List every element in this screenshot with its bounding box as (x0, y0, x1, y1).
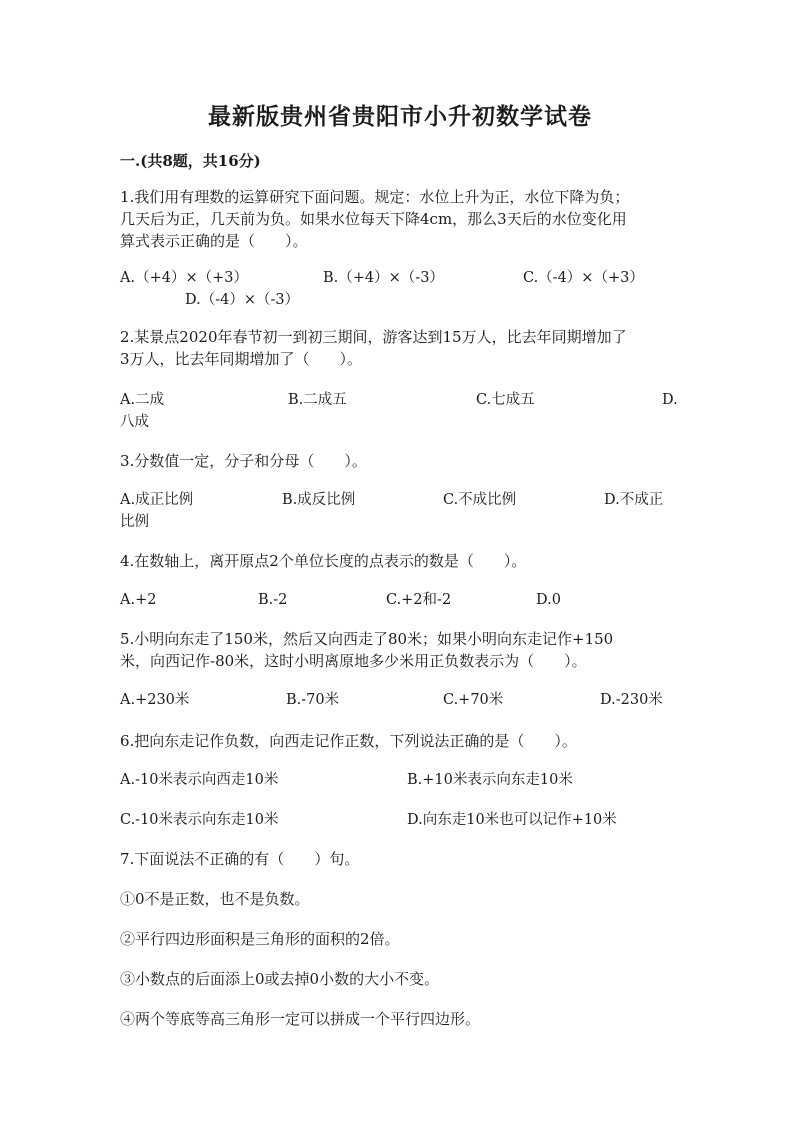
question-7-line-1: 7.下面说法不正确的有（ ）句。 (120, 850, 360, 868)
question-5-line-1: 5.小明向东走了150米，然后又向西走了80米；如果小明向东走记作+150 (120, 630, 614, 648)
question-2-line-1: 2.某景点2020年春节初一到初三期间，游客达到15万人，比去年同期增加了 (120, 328, 627, 346)
question-5-option-d: D.-230米 (600, 692, 663, 708)
section-heading: 一.(共8题，共16分) (120, 152, 261, 170)
question-6-option-c: C.-10米表示向东走10米 (120, 812, 279, 828)
question-7-statement-3: ③小数点的后面添上0或去掉0小数的大小不变。 (120, 970, 440, 988)
question-6-line-1: 6.把向东走记作负数，向西走记作正数，下列说法正确的是（ ）。 (120, 732, 577, 750)
question-5-option-b: B.-70米 (286, 692, 340, 708)
question-6-option-b: B.+10米表示向东走10米 (407, 772, 573, 788)
question-1-option-c: C.（-4）×（+3） (523, 270, 644, 286)
question-4-option-c: C.+2和-2 (386, 592, 452, 608)
question-3-option-d-wrap: 比例 (120, 514, 149, 530)
question-2-option-d: D. (662, 392, 678, 408)
question-6-option-a: A.-10米表示向西走10米 (120, 772, 279, 788)
question-1-option-b: B.（+4）×（-3） (323, 270, 444, 286)
question-4-option-d: D.0 (536, 592, 561, 608)
question-2-option-d-wrap: 八成 (120, 414, 149, 430)
question-6-option-d: D.向东走10米也可以记作+10米 (407, 812, 617, 828)
question-5-option-a: A.+230米 (120, 692, 190, 708)
exam-title: 最新版贵州省贵阳市小升初数学试卷 (208, 103, 592, 130)
question-1-line-1: 1.我们用有理数的运算研究下面问题。规定：水位上升为正，水位下降为负； (120, 188, 630, 206)
question-3-option-d: D.不成正 (604, 492, 664, 508)
question-1-line-3: 算式表示正确的是（ ）。 (120, 232, 308, 250)
question-3-option-a: A.成正比例 (120, 492, 194, 508)
question-2-option-b: B.二成五 (288, 392, 347, 408)
question-1-option-d: D.（-4）×（-3） (185, 292, 300, 308)
question-4-line-1: 4.在数轴上，离开原点2个单位长度的点表示的数是（ ）。 (120, 552, 527, 570)
question-4-option-b: B.-2 (258, 592, 288, 608)
question-7-statement-4: ④两个等底等高三角形一定可以拼成一个平行四边形。 (120, 1010, 481, 1028)
question-5-option-c: C.+70米 (443, 692, 504, 708)
question-2-option-a: A.二成 (120, 392, 165, 408)
question-2-option-c: C.七成五 (476, 392, 535, 408)
question-3-option-b: B.成反比例 (282, 492, 356, 508)
question-3-line-1: 3.分数值一定，分子和分母（ ）。 (120, 452, 367, 470)
question-3-option-c: C.不成比例 (443, 492, 517, 508)
question-2-line-2: 3万人，比去年同期增加了（ ）。 (120, 350, 363, 368)
question-7-statement-2: ②平行四边形面积是三角形的面积的2倍。 (120, 930, 400, 948)
question-4-option-a: A.+2 (120, 592, 157, 608)
question-7-statement-1: ①0不是正数，也不是负数。 (120, 890, 310, 908)
question-5-line-2: 米，向西记作-80米，这时小明离原地多少米用正负数表示为（ ）。 (120, 652, 587, 670)
question-1-option-a: A.（+4）×（+3） (120, 270, 248, 286)
question-1-line-2: 几天后为正，几天前为负。如果水位每天下降4cm，那么3天后的水位变化用 (120, 210, 627, 228)
